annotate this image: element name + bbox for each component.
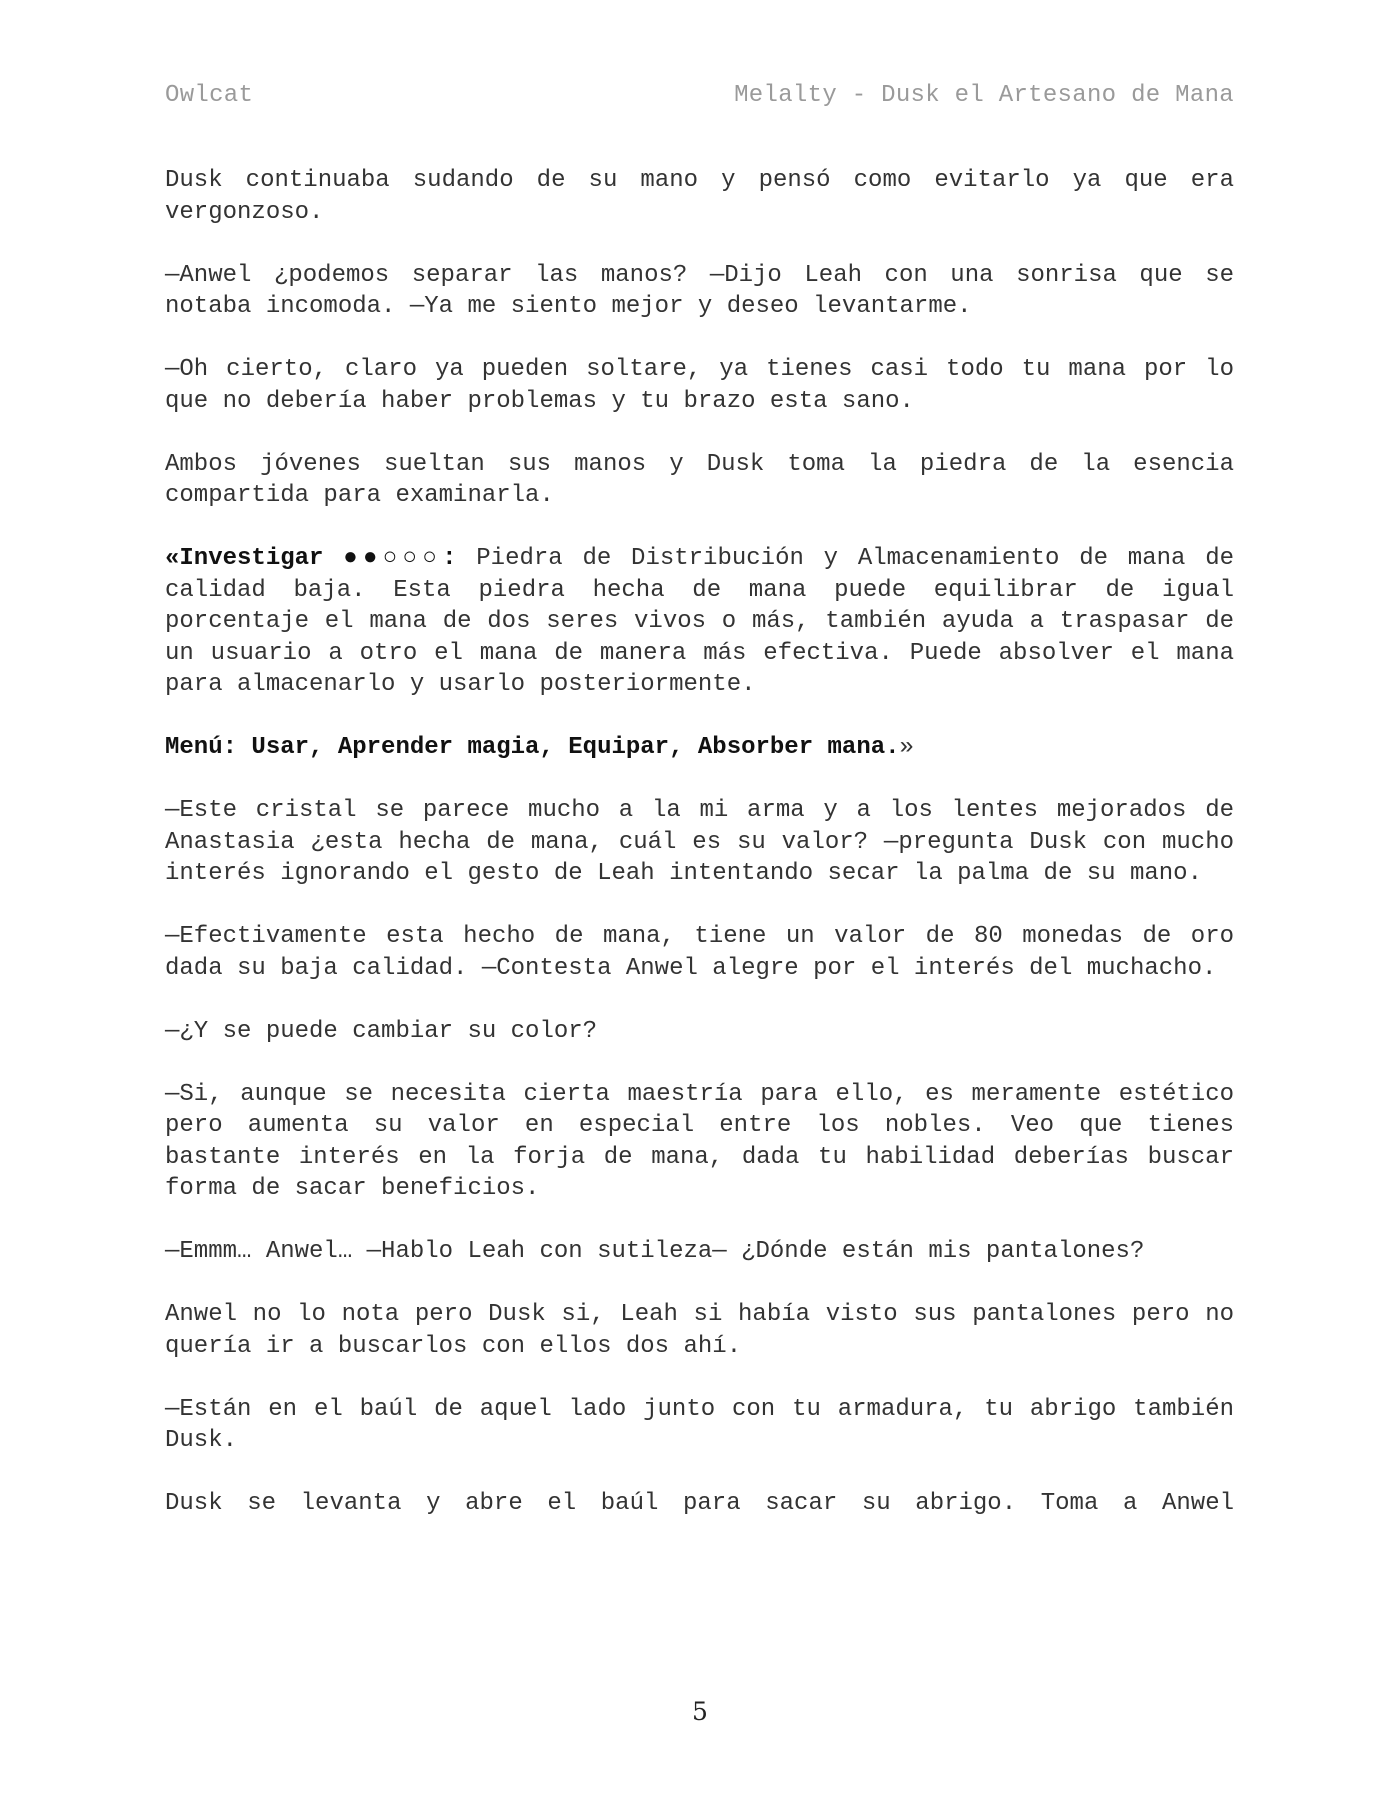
page-header — [165, 82, 1234, 109]
header-title: Melalty - Dusk el Artesano de Mana — [734, 82, 1234, 109]
menu-text: Menú: Usar, Aprender magia, Equipar, Absorber mana. — [165, 734, 900, 761]
menu-close-quote: » — [899, 734, 914, 761]
paragraph: —Efectivamente esta hecho de mana, tiene un valor de 80 monedas de oro dada su baja calidad. —Contesta Anwel alegre por el interés del muchacho. — [165, 923, 1234, 982]
paragraph: —Oh cierto, claro ya pueden soltare, ya tienes casi todo tu mana por lo que no debería haber problemas y tu brazo esta sano. — [165, 356, 1234, 415]
header-author: Owlcat — [165, 82, 254, 109]
paragraph: —Anwel ¿podemos separar las manos? —Dijo Leah con una sonrisa que se notaba incomoda. —Ya me siento mejor y deseo levantarme. — [165, 261, 1234, 320]
investigate-text: Piedra de Distribución y Almacenamiento de mana de calidad baja. Esta piedra hecha de mana puede equilibrar de igual porcentaje el mana de dos seres vivos o más, también ayuda a traspasar de un usuario a otro el mana de manera más efectiva. Puede absolver el mana para almacenarlo y usarlo posteriormente. — [165, 545, 1234, 698]
investigate-rating: ●●○○○ — [343, 545, 443, 572]
paragraph: —Si, aunque se necesita cierta maestría para ello, es meramente estético pero aumenta su valor en especial entre los nobles. Veo que tienes bastante interés en la forja de mana, dada tu habilidad deberías buscar forma de sacar beneficios. — [165, 1080, 1234, 1202]
investigate-block — [165, 543, 1234, 701]
paragraph: Ambos jóvenes sueltan sus manos y Dusk toma la piedra de la esencia compartida para examinarla. — [165, 450, 1234, 509]
paragraph: —Están en el baúl de aquel lado junto con tu armadura, tu abrigo también Dusk. — [165, 1395, 1234, 1454]
paragraph: Anwel no lo nota pero Dusk si, Leah si había visto sus pantalones pero no quería ir a buscarlos con ellos dos ahí. — [165, 1301, 1234, 1360]
paragraph: —Emmm… Anwel… —Hablo Leah con sutileza— ¿Dónde están mis pantalones? — [165, 1238, 1145, 1265]
menu-block — [165, 732, 1234, 764]
page-number: 5 — [692, 1697, 708, 1726]
document-body — [165, 165, 1234, 1520]
investigate-colon: : — [442, 545, 457, 572]
investigate-label: «Investigar — [165, 545, 324, 572]
paragraph: Dusk continuaba sudando de su mano y pensó como evitarlo ya que era vergonzoso. — [165, 167, 1234, 226]
paragraph: Dusk se levanta y abre el baúl para sacar su abrigo. Toma a Anwel — [165, 1490, 1234, 1517]
paragraph: —¿Y se puede cambiar su color? — [165, 1017, 598, 1045]
paragraph: —Este cristal se parece mucho a la mi arma y a los lentes mejorados de Anastasia ¿esta hecha de mana, cuál es su valor? —pregunta Dusk con mucho interés ignorando el gesto de Leah intentando secar la palma de su mano. — [165, 797, 1234, 887]
